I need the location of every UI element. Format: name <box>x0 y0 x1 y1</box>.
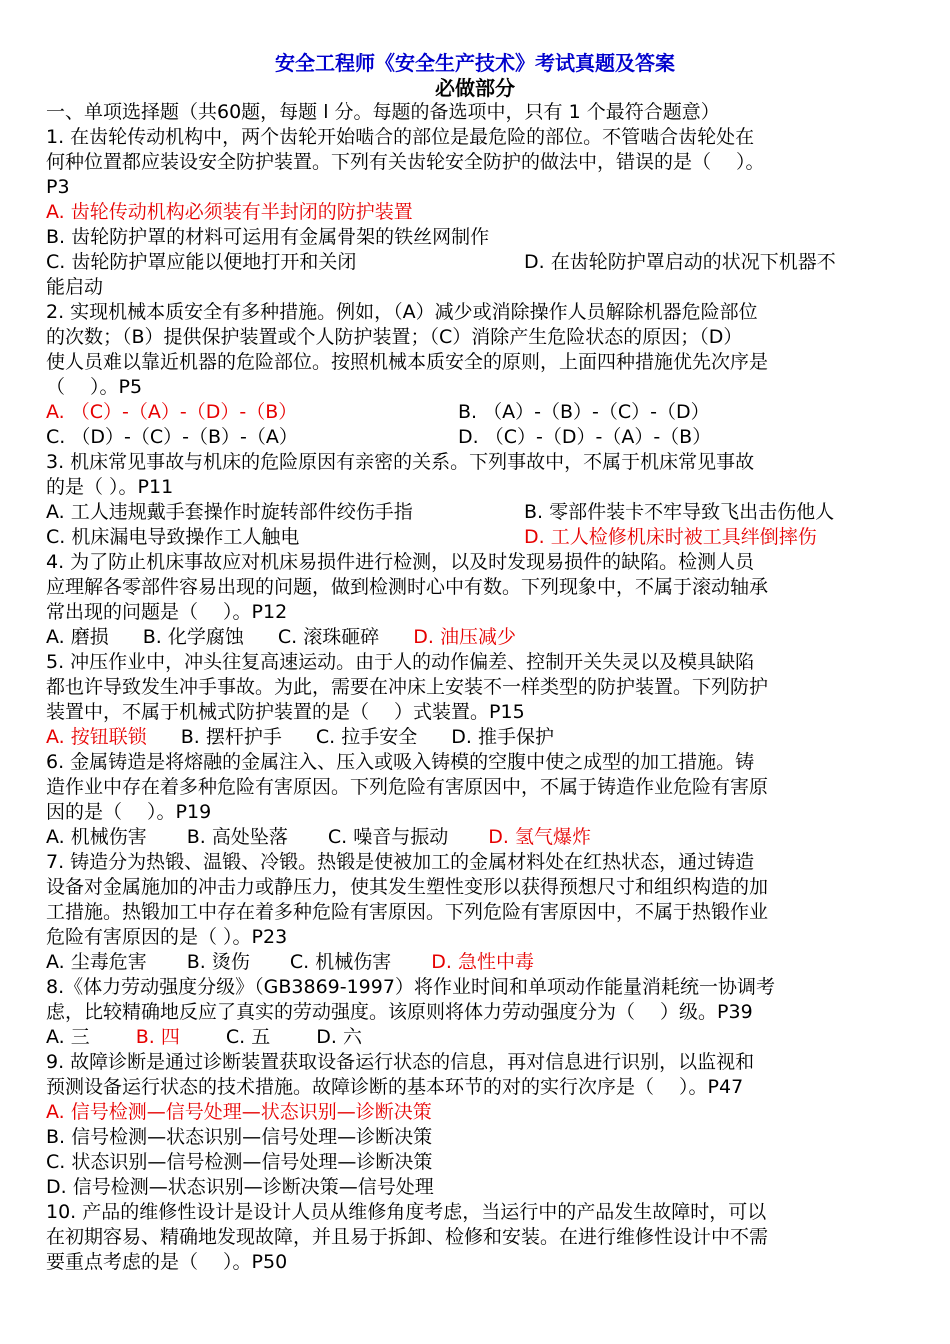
question-6 <box>46 750 904 850</box>
answer-option-row <box>46 1025 904 1050</box>
question-stem-line: 1. 在齿轮传动机构中，两个齿轮开始啮合的部位是最危险的部位。不管啮合齿轮处在 <box>46 126 755 148</box>
question-stem-line: 3. 机床常见事故与机床的危险原因有亲密的关系。下列事故中，不属于机床常见事故 <box>46 451 755 473</box>
question-9 <box>46 1050 904 1200</box>
question-2 <box>46 300 904 450</box>
document-subtitle: 必做部分 <box>435 76 515 100</box>
answer-option: C. （D）-（C）-（B）-（A） <box>46 426 298 448</box>
answer-option-row <box>46 725 904 750</box>
answer-option-correct: A. 信号检测—信号处理—状态识别—诊断决策 <box>46 1101 432 1123</box>
question-4 <box>46 550 904 650</box>
question-stem-line: 危险有害原因的是（ ）。P23 <box>46 926 288 948</box>
answer-option: B. 摆杆护手 <box>180 726 282 748</box>
question-stem-line: 造作业中存在着多种危险有害原因。下列危险有害原因中，不属于铸造作业危险有害原 <box>46 776 769 798</box>
answer-option: C. 五 <box>225 1026 271 1048</box>
question-stem-line: 5. 冲压作业中，冲头往复高速运动。由于人的动作偏差、控制开关失灵以及模具缺陷 <box>46 651 755 673</box>
question-stem-line: （ ）。P5 <box>46 376 143 398</box>
question-stem-line: 4. 为了防止机床事故应对机床易损件进行检测，以及时发现易损件的缺陷。检测人员 <box>46 551 755 573</box>
answer-option: A. 工人违规戴手套操作时旋转部件绞伤手指 <box>46 501 413 523</box>
answer-option-correct: A. 按钮联锁 <box>46 726 147 748</box>
answer-option: A. 三 <box>46 1026 90 1048</box>
answer-option-correct: A. （C）-（A）-（D）-（B） <box>46 401 298 423</box>
answer-option-correct: D. 工人检修机床时被工具绊倒摔伤 <box>524 526 817 548</box>
question-stem-line: 要重点考虑的是（ ）。P50 <box>46 1251 288 1273</box>
question-1 <box>46 125 904 300</box>
question-stem-line: 应理解各零部件容易出现的问题，做到检测时心中有数。下列现象中，不属于滚动轴承 <box>46 576 769 598</box>
answer-option: A. 机械伤害 <box>46 826 147 848</box>
question-stem-line: 2. 实现机械本质安全有多种措施。例如，（A）减少或消除操作人员解除机器危险部位 <box>46 301 758 323</box>
question-stem-line: 9. 故障诊断是通过诊断装置获取设备运行状态的信息，再对信息进行识别，以监视和 <box>46 1051 755 1073</box>
question-5 <box>46 650 904 750</box>
answer-option-correct: D. 氢气爆炸 <box>488 826 591 848</box>
answer-option-row <box>46 425 904 450</box>
question-stem-line: 设备对金属施加的冲击力或静压力，使其发生塑性变形以获得预想尺寸和组织构造的加 <box>46 876 769 898</box>
answer-option: A. 尘毒危害 <box>46 951 147 973</box>
question-3 <box>46 450 904 550</box>
answer-option: B. 高处坠落 <box>186 826 288 848</box>
question-stem-line: 装置中，不属于机械式防护装置的是（ ）式装置。P15 <box>46 701 525 723</box>
answer-option-row <box>46 500 904 525</box>
question-8 <box>46 975 904 1050</box>
answer-option: D. 在齿轮防护罩启动的状况下机器不 <box>524 251 836 273</box>
question-stem-line: 6. 金属铸造是将熔融的金属注入、压入或吸入铸模的空腹中使之成型的加工措施。铸 <box>46 751 755 773</box>
answer-option-row <box>46 825 904 850</box>
answer-option: B. 零部件装卡不牢导致飞出击伤他人 <box>524 501 835 523</box>
answer-option: C. 拉手安全 <box>315 726 418 748</box>
answer-option-continuation: 能启动 <box>46 276 104 298</box>
question-stem-line: 常出现的问题是（ ）。P12 <box>46 601 288 623</box>
question-stem-line: 8.《体力劳动强度分级》（GB3869-1997）将作业时间和单项动作能量消耗统一协调考 <box>46 976 775 998</box>
question-stem-line: 虑，比较精确地反应了真实的劳动强度。该原则将体力劳动强度分为（ ）级。P39 <box>46 1001 753 1023</box>
question-stem-line: 因的是（ ）。P19 <box>46 801 212 823</box>
answer-option-correct: D. 急性中毒 <box>431 951 534 973</box>
answer-option-row <box>46 950 904 975</box>
answer-option: B. 齿轮防护罩的材料可运用有金属骨架的铁丝网制作 <box>46 226 490 248</box>
answer-option-correct: D. 油压减少 <box>413 626 516 648</box>
question-stem-line: 都也许导致发生冲手事故。为此，需要在冲床上安装不一样类型的防护装置。下列防护 <box>46 676 769 698</box>
answer-option: D. （C）-（D）-（A）-（B） <box>458 426 712 448</box>
answer-option: B. （A）-（B）-（C）-（D） <box>458 401 710 423</box>
answer-option-correct: A. 齿轮传动机构必须装有半封闭的防护装置 <box>46 201 413 223</box>
document-title: 安全工程师《安全生产技术》考试真题及答案 <box>275 51 675 75</box>
answer-option: D. 推手保护 <box>451 726 554 748</box>
question-stem-line: 的次数；（B）提供保护装置或个人防护装置；（C）消除产生危险状态的原因；（D） <box>46 326 743 348</box>
section-heading: 一、单项选择题（共60题，每题 l 分。每题的备选项中，只有 1 个最符合题意） <box>46 101 720 123</box>
answer-option-row <box>46 250 904 275</box>
answer-option: B. 信号检测—状态识别—信号处理—诊断决策 <box>46 1126 433 1148</box>
answer-option: B. 化学腐蚀 <box>142 626 244 648</box>
answer-option: C. 齿轮防护罩应能以便地打开和关闭 <box>46 251 357 273</box>
answer-option: D. 六 <box>316 1026 362 1048</box>
answer-option-row <box>46 625 904 650</box>
answer-option: D. 信号检测—状态识别—诊断决策—信号处理 <box>46 1176 434 1198</box>
answer-option: C. 机床漏电导致操作工人触电 <box>46 526 300 548</box>
question-10 <box>46 1200 904 1275</box>
question-stem-line: 何种位置都应装设安全防护装置。下列有关齿轮安全防护的做法中，错误的是（ ）。 <box>46 151 765 173</box>
answer-option: C. 滚珠砸碎 <box>277 626 380 648</box>
answer-option-row <box>46 400 904 425</box>
answer-option: A. 磨损 <box>46 626 109 648</box>
answer-option: C. 状态识别—信号检测—信号处理—诊断决策 <box>46 1151 433 1173</box>
question-7 <box>46 850 904 975</box>
question-stem-line: 的是（ ）。P11 <box>46 476 174 498</box>
answer-option: B. 烫伤 <box>186 951 250 973</box>
answer-option: C. 机械伤害 <box>289 951 392 973</box>
question-stem-line: 10. 产品的维修性设计是设计人员从维修角度考虑，当运行中的产品发生故障时，可以 <box>46 1201 767 1223</box>
question-stem-line: 使人员难以靠近机器的危险部位。按照机械本质安全的原则，上面四种措施优先次序是 <box>46 351 769 373</box>
question-stem-line: 工措施。热锻加工中存在着多种危险有害原因。下列危险有害原因中，不属于热锻作业 <box>46 901 769 923</box>
question-stem-line: 预测设备运行状态的技术措施。故障诊断的基本环节的对的实行次序是（ ）。P47 <box>46 1076 744 1098</box>
question-stem-line: P3 <box>46 176 70 198</box>
answer-option-correct: B. 四 <box>135 1026 180 1048</box>
answer-option-row <box>46 525 904 550</box>
question-stem-line: 在初期容易、精确地发现故障，并且易于拆卸、检修和安装。在进行维修性设计中不需 <box>46 1226 769 1248</box>
question-stem-line: 7. 铸造分为热锻、温锻、冷锻。热锻是使被加工的金属材料处在红热状态，通过铸造 <box>46 851 755 873</box>
answer-option: C. 噪音与振动 <box>327 826 449 848</box>
